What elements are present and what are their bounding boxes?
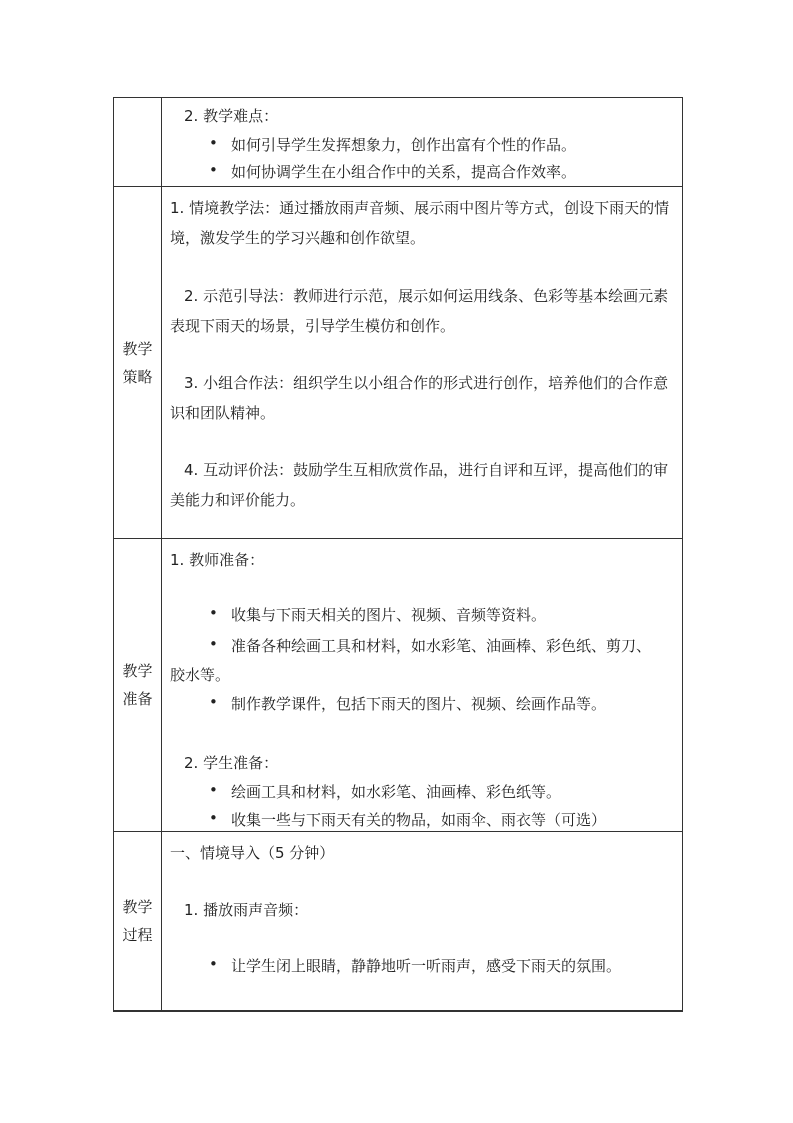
teacher-prep-item: 收集与下雨天相关的图片、视频、音频等资料。 <box>231 606 547 624</box>
bullet-icon: • <box>209 604 218 622</box>
teacher-prep-heading: 1. 教师准备： <box>170 551 265 569</box>
strategy-item: 1. 情境教学法：通过播放雨声音频、展示雨中图片等方式，创设下雨天的情境，激发学生的学习兴趣和创作欲望。 <box>170 199 670 247</box>
strategy-item: 4. 互动评价法：鼓励学生互相欣赏作品，进行自评和互评，提高他们的审美能力和评价能力。 <box>170 461 669 509</box>
bullet-icon: • <box>209 693 218 711</box>
row-label-line: 教学 <box>122 898 153 916</box>
student-prep-heading: 2. 学生准备： <box>184 754 279 772</box>
row-content-difficulty <box>162 98 682 186</box>
strategy-item: 2. 示范引导法：教师进行示范，展示如何运用线条、色彩等基本绘画元素表现下雨天的场景，引导学生模仿和创作。 <box>170 287 669 335</box>
teacher-prep-item: 准备各种绘画工具和材料，如水彩笔、油画棒、彩色纸、剪刀、 <box>231 637 652 655</box>
process-item: 让学生闭上眼睛，静静地听一听雨声，感受下雨天的氛围。 <box>231 957 622 975</box>
row-label <box>122 657 154 713</box>
row-content-preparation <box>162 539 682 831</box>
difficulty-item: 如何引导学生发挥想象力，创作出富有个性的作品。 <box>231 136 577 154</box>
student-prep-item: 收集一些与下雨天有关的物品，如雨伞、雨衣等（可选） <box>231 811 607 829</box>
bullet-icon: • <box>209 134 218 152</box>
row-label-cell <box>114 98 162 186</box>
bullet-icon: • <box>209 809 218 827</box>
table-row-difficulty <box>114 98 682 187</box>
table-row-preparation <box>114 539 682 832</box>
process-section-heading: 一、情境导入（5 分钟） <box>170 844 335 862</box>
difficulty-item: 如何协调学生在小组合作中的关系，提高合作效率。 <box>231 163 577 181</box>
row-label <box>122 893 154 949</box>
strategy-item: 3. 小组合作法：组织学生以小组合作的形式进行创作，培养他们的合作意识和团队精神。 <box>170 374 669 422</box>
row-label-line: 教学 <box>122 662 153 680</box>
row-label-line: 过程 <box>122 926 153 944</box>
row-label <box>122 335 154 391</box>
table-row-process <box>114 832 682 1010</box>
lesson-plan-table <box>113 97 683 1012</box>
difficulty-heading: 2. 教学难点： <box>184 107 279 125</box>
bullet-icon: • <box>209 635 218 653</box>
row-label-cell <box>114 832 162 1010</box>
row-label-cell <box>114 539 162 831</box>
bullet-icon: • <box>209 781 218 799</box>
teacher-prep-item-continued: 胶水等。 <box>170 666 231 684</box>
student-prep-item: 绘画工具和材料，如水彩笔、油画棒、彩色纸等。 <box>231 783 562 801</box>
process-step-heading: 1. 播放雨声音频： <box>184 901 309 919</box>
teacher-prep-item: 制作教学课件，包括下雨天的图片、视频、绘画作品等。 <box>231 695 607 713</box>
row-content-process <box>162 832 682 1010</box>
row-content-strategy <box>162 187 682 538</box>
row-label-line: 准备 <box>122 690 153 708</box>
row-label-line: 教学 <box>122 339 153 358</box>
bullet-icon: • <box>209 955 218 973</box>
bullet-icon: • <box>209 161 218 179</box>
row-label-cell <box>114 187 162 538</box>
table-row-strategy <box>114 187 682 539</box>
row-label-line: 策略 <box>122 367 153 386</box>
